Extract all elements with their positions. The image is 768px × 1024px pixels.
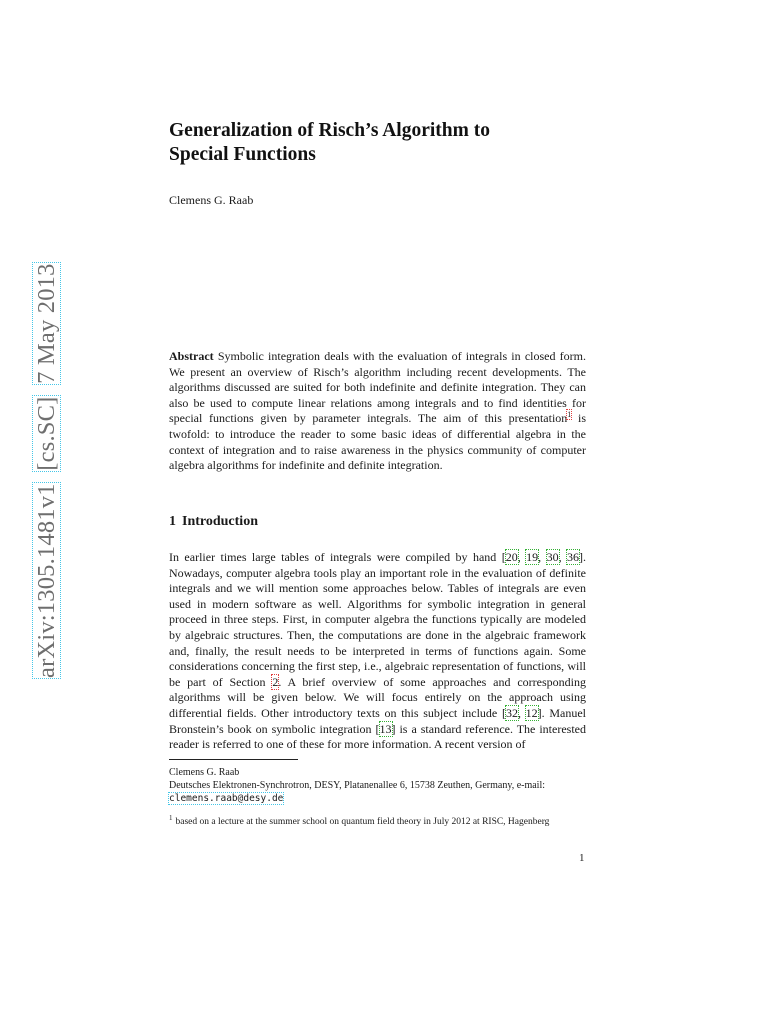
footnote-text: based on a lecture at the summer school on quantum field theory in July 2012 at RISC, Hagenberg <box>175 817 550 828</box>
arxiv-date: 7 May 2013 <box>33 263 60 384</box>
abstract <box>169 349 586 474</box>
citation-link[interactable]: 36 <box>567 550 580 564</box>
section-number: 1 <box>169 514 176 529</box>
citation-link[interactable]: 30 <box>546 550 559 564</box>
section-reference-link[interactable]: 2 <box>272 674 279 689</box>
intro-text: ]. Manuel Bronstein’s book on symbolic integration [ <box>169 705 587 736</box>
citation-link[interactable]: 12 <box>525 705 538 720</box>
citation-link[interactable]: 13 <box>379 721 392 736</box>
footnote-mark: 1 <box>169 814 173 822</box>
intro-text: ] is a standard reference. The interested reader is referred to one of these for more information. A recent version of <box>169 721 586 752</box>
citation-link[interactable]: 32 <box>505 705 518 720</box>
affiliation-name: Clemens G. Raab <box>169 767 240 778</box>
section-heading-introduction <box>169 514 258 530</box>
intro-text: In earlier times large tables of integrals were compiled by hand [ <box>169 550 506 564</box>
abstract-text-part-1: Symbolic integration deals with the evaluation of integrals in closed form. We present an overview of Risch’s algorithm including recent developments. The algorithms discussed are suited for both indefinite and definite integration. They can also be used to compute linear relations among integrals and to find identities for special functions given by parameter integrals. The aim of this presentation <box>169 349 586 426</box>
author-name: Clemens G. Raab <box>169 193 254 207</box>
affiliation-address: Deutsches Elektronen-Synchrotron, DESY, Platanenallee 6, 15738 Zeuthen, Germany, e-mail: <box>169 780 546 791</box>
paper-title-line-1: Generalization of Risch’s Algorithm to <box>169 120 490 141</box>
footnote <box>169 812 599 828</box>
citation-link[interactable]: 20 <box>505 550 518 564</box>
paper-title <box>169 119 589 167</box>
intro-text: . A brief overview of some approaches and corresponding algorithms will be given below. We will focus entirely on the approach using differential fields. Other introductory texts on this subject include [ <box>169 674 586 720</box>
footnote-separator-rule <box>169 759 298 760</box>
paper-title-line-2: Special Functions <box>169 144 316 165</box>
email-link[interactable]: clemens.raab@desy.de <box>169 793 284 804</box>
abstract-label: Abstract <box>169 349 214 363</box>
introduction-paragraph: In earlier times large tables of integrals were compiled by hand [20, 19, 30, 36]. Nowadays, computer algebra tools play an important role in the evaluation of definite integrals and we will mention some approaches below. Tables of integrals are even used in modern software as well. Algorithms for symbolic integration in general proceed in three steps. First, in computer algebra the functions typically are modeled by algebraic structures. Then, the computations are done in the algebraic framework and, finally, the result needs to be interpreted in terms of functions again. Some considerations concerning the first step, i.e., algebraic representation of functions, will be part of Section 2. A brief overview of some approaches and corresponding algorithms will be given below. We will focus entirely on the approach using differential fields. Other introductory texts on this subject include [32, 12]. Manuel Bronstein’s book on symbolic integration [13] is a standard reference. The interested reader is referred to one of these for more information. A recent version of <box>169 550 587 752</box>
section-title: Introduction <box>182 514 258 529</box>
page-number: 1 <box>579 852 585 864</box>
arxiv-sidebar-stamp <box>33 263 61 678</box>
citation-link[interactable]: 19 <box>526 550 539 564</box>
affiliation-block <box>169 766 586 805</box>
abstract-text-part-2: is twofold: to introduce the reader to some basic ideas of differential algebra in the context of integration and to raise awareness in the physics community of computer algebra algorithms for indefinite and definite integration. <box>169 411 586 473</box>
arxiv-id-link[interactable]: arXiv:1305.1481v1 <box>33 483 60 678</box>
footnote-link[interactable]: 1 <box>567 410 572 420</box>
arxiv-category-link[interactable]: [cs.SC] <box>33 396 60 471</box>
intro-text: ]. Nowadays, computer algebra tools play an important role in the evaluation of definite integrals and we will mention some approaches below. Tables of integrals are even used in modern software as well. Algorithms for symbolic integration in general proceed in three steps. First, in computer algebra the functions typically are modeled by algebraic structures. Then, the computations are done in the algebraic framework and, finally, the result needs to be interpreted in terms of functions again. Some considerations concerning the first step, i.e., algebraic representation of functions, will be part of Section <box>169 550 587 689</box>
